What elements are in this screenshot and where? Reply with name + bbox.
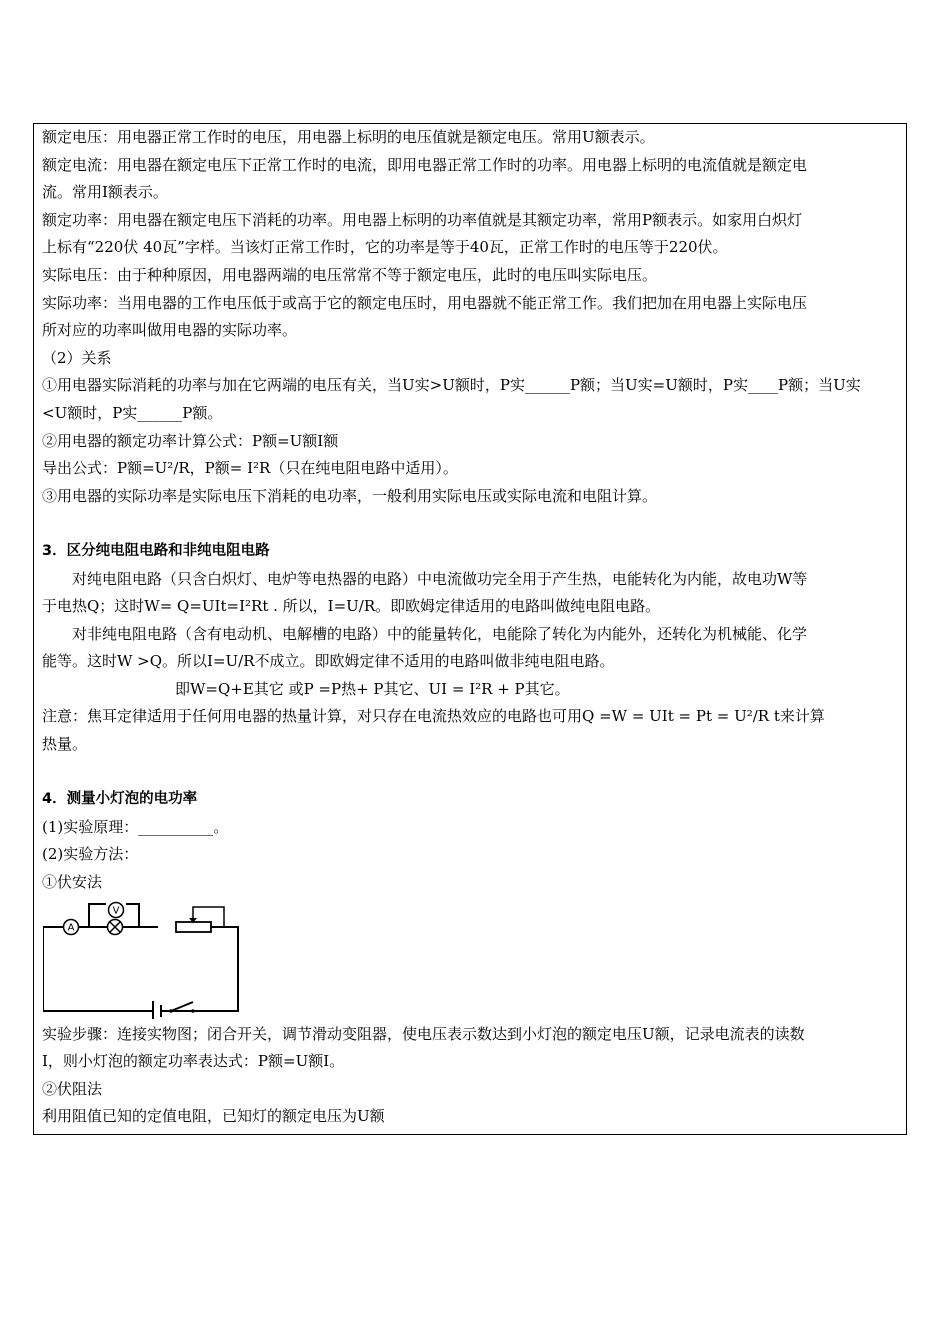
text-line: 实际功率：当用电器的工作电压低于或高于它的额定电压时，用电器就不能正常工作。我们把加在用电器上实际电压 — [42, 293, 808, 312]
spacer — [42, 510, 900, 538]
text-line: 所对应的功率叫做用电器的实际功率。 — [42, 321, 298, 340]
section-heading: 4．测量小灯泡的电功率 — [42, 791, 198, 808]
ammeter-icon — [64, 919, 79, 934]
text-line: （2）关系 — [42, 348, 112, 367]
lamp-icon — [108, 919, 123, 934]
svg-text:A: A — [67, 922, 75, 934]
text-line: <U额时，P实______P额。 — [42, 403, 223, 422]
text-line: (2)实验方法： — [42, 845, 139, 864]
svg-text:V: V — [112, 905, 120, 917]
text-line: 注意：焦耳定律适用于任何用电器的热量计算，对只存在电流热效应的电路也可用Q =W = UIt = Pt = U²/R t来计算 — [42, 707, 825, 726]
text-line: 对非纯电阻电路（含有电动机、电解槽的电路）中的能量转化，电能除了转化为内能外，还转化为机械能、化学 — [72, 624, 808, 643]
document-frame — [33, 123, 907, 1135]
text-line: ①用电器实际消耗的功率与加在它两端的电压有关，当U实>U额时，P实______P额；当U实=U额时，P实____P额；当U实 — [42, 376, 861, 395]
text-line: I，则小灯泡的额定功率表达式：P额=U额I。 — [42, 1052, 345, 1071]
text-line: 额定功率：用电器在额定电压下消耗的功率。用电器上标明的功率值就是其额定功率，常用P额表示。如家用白炽灯 — [42, 210, 803, 229]
text-line: 额定电压：用电器正常工作时的电压，用电器上标明的电压值就是额定电压。常用U额表示。 — [42, 128, 655, 146]
text-line: 对纯电阻电路（只含白炽灯、电炉等电热器的电路）中电流做功完全用于产生热，电能转化为内能，故电功W等 — [72, 569, 808, 588]
document-content — [42, 124, 900, 1131]
text-line: 热量。 — [42, 735, 88, 754]
text-line: ①伏安法 — [42, 873, 103, 892]
text-line: 额定电流：用电器在额定电压下正常工作时的电流，即用电器正常工作时的功率。用电器上标明的电流值就是额定电 — [42, 155, 808, 174]
text-line: ③用电器的实际功率是实际电压下消耗的电功率，一般利用实际电压或实际电流和电阻计算。 — [42, 486, 658, 505]
rheostat-icon — [176, 918, 211, 932]
text-line: 实际电压：由于种种原因，用电器两端的电压常常不等于额定电压，此时的电压叫实际电压。 — [42, 265, 658, 284]
spacer — [42, 759, 900, 787]
section-heading: 3．区分纯电阻电路和非纯电阻电路 — [42, 542, 270, 559]
text-line: 导出公式：P额=U²/R，P额= I²R（只在纯电阻电路中适用）。 — [42, 459, 458, 478]
text-line: 流。常用I额表示。 — [42, 183, 168, 202]
text-line: 上标有“220伏 40瓦”字样。当该灯正常工作时，它的功率是等于40瓦，正常工作时的电压等于220伏。 — [42, 238, 728, 257]
circuit-diagram — [43, 901, 243, 1019]
text-line: 利用阻值已知的定值电阻，已知灯的额定电压为U额 — [42, 1107, 385, 1126]
text-line: 于电热Q；这时W= Q=UIt=I²Rt . 所以，I=U/R。即欧姆定律适用的电路叫做纯电阻电路。 — [42, 597, 661, 616]
text-line: ②用电器的额定功率计算公式：P额=U额I额 — [42, 431, 339, 450]
text-line: 能等。这时W >Q。所以I=U/R不成立。即欧姆定律不适用的电路叫做非纯电阻电路。 — [42, 652, 615, 671]
text-line: (1)实验原理：__________。 — [42, 817, 229, 836]
text-line: ②伏阻法 — [42, 1079, 103, 1098]
text-line: 实验步骤：连接实物图；闭合开关，调节滑动变阻器，使电压表示数达到小灯泡的额定电压U额，记录电流表的读数 — [42, 1024, 805, 1043]
formula-line: 即W=Q+E其它 或P =P热+ P其它、UI = I²R + P其它。 — [175, 679, 570, 698]
voltmeter-icon — [109, 902, 124, 917]
